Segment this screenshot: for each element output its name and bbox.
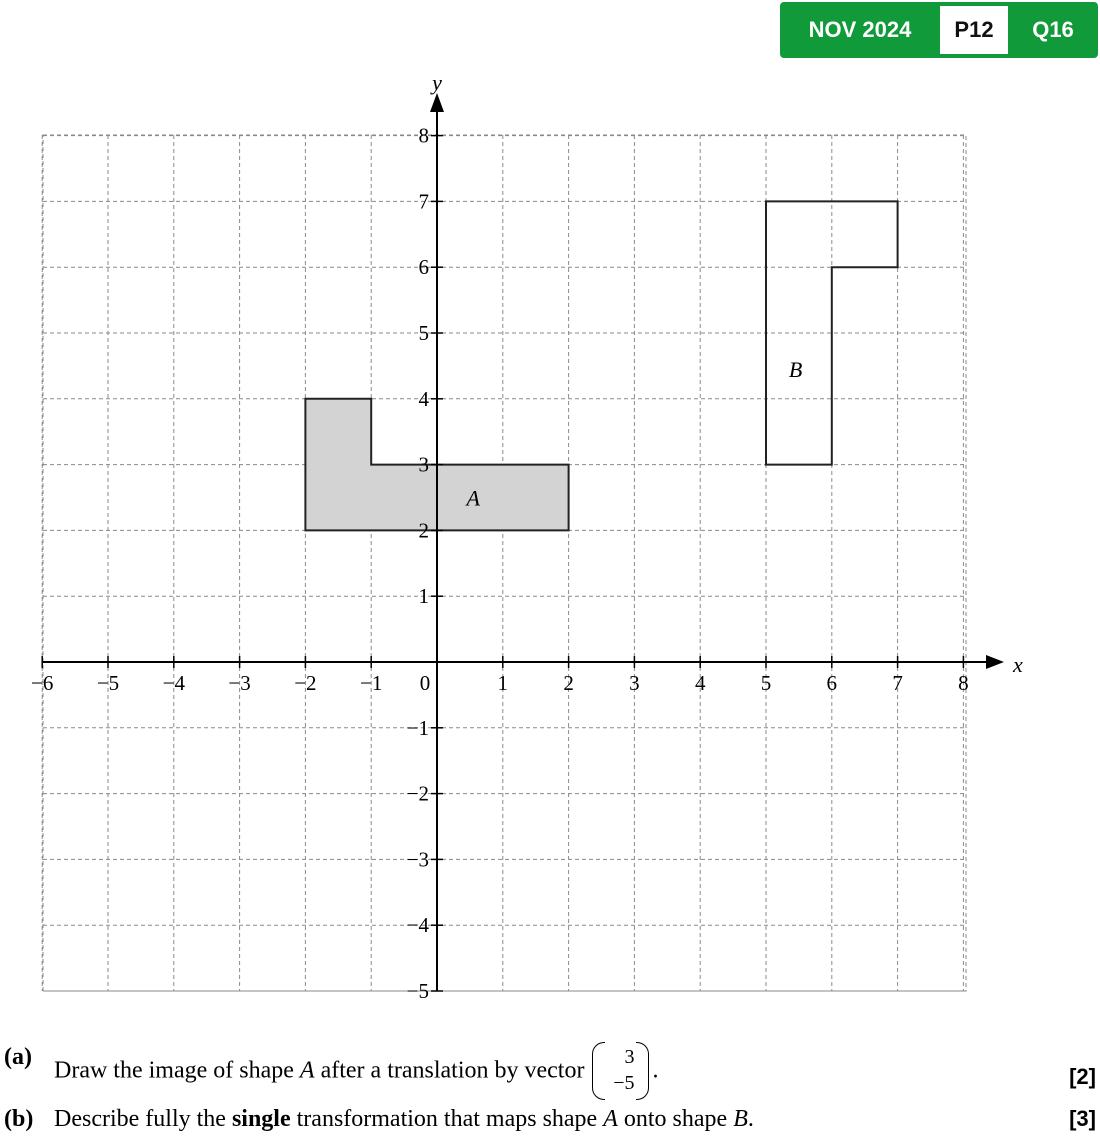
question-number-label: Q16 [1032,17,1074,42]
x-tick-label: 7 [892,671,903,695]
shapes-layer [305,201,897,530]
question-b-label: (b) [4,1106,34,1132]
question-a-label: (a) [4,1044,32,1070]
question-a-marks: [2] [1069,1064,1096,1089]
grid-border [43,135,966,991]
y-tick-label: 6 [418,255,429,280]
tick-labels-layer [31,70,1023,1003]
x-tick-label: 8 [958,671,969,695]
y-tick-label: −2 [406,781,429,806]
translation-vector [588,1042,652,1102]
axes-layer [42,93,1004,991]
x-tick-label: 6 [826,671,838,695]
shape-a-label: A [466,485,480,511]
x-axis-arrow-icon [986,655,1004,669]
x-axis-label: x [1013,652,1023,677]
shape-b-label: B [788,357,803,383]
y-tick-label: 8 [418,123,429,148]
y-tick-label: −5 [406,979,429,1003]
y-tick-label: 2 [418,518,429,543]
x-tick-label: 0 [419,671,431,695]
x-tick-label: −1 [360,671,383,695]
x-tick-label: −5 [96,671,120,695]
y-tick-label: 4 [418,386,429,411]
y-tick-label: 5 [418,321,429,345]
x-tick-label: −3 [228,671,251,695]
question-a-text: Draw the image of shape A after a translation by vector 3 −5 . [54,1042,658,1102]
vector-top: 3 [624,1046,635,1068]
x-tick-label: 3 [629,671,640,695]
vector-bottom: −5 [613,1072,635,1094]
y-tick-label: −4 [406,913,429,938]
paper-number-label: P12 [940,6,1008,54]
question-b-text: Describe fully the single transformation that maps shape A onto shape B. [54,1106,754,1132]
y-tick-label: 1 [418,584,429,609]
x-tick-label: 5 [760,671,772,695]
grid-lines [42,135,966,991]
x-tick-label: −4 [162,671,185,695]
y-axis-label: y [432,70,442,95]
y-axis-arrow-icon [430,93,444,112]
exam-session-label: NOV 2024 [808,17,912,42]
x-tick-label: −2 [294,671,317,695]
y-tick-label: 3 [418,452,429,477]
x-tick-label: 2 [563,671,574,695]
x-tick-label: 1 [497,671,509,695]
question-b-marks: [3] [1069,1106,1096,1131]
x-tick-label: 4 [694,671,706,695]
y-tick-label: 7 [418,189,429,214]
y-tick-label: −1 [406,715,429,740]
x-tick-label: −6 [31,671,54,695]
y-tick-label: −3 [406,847,429,872]
